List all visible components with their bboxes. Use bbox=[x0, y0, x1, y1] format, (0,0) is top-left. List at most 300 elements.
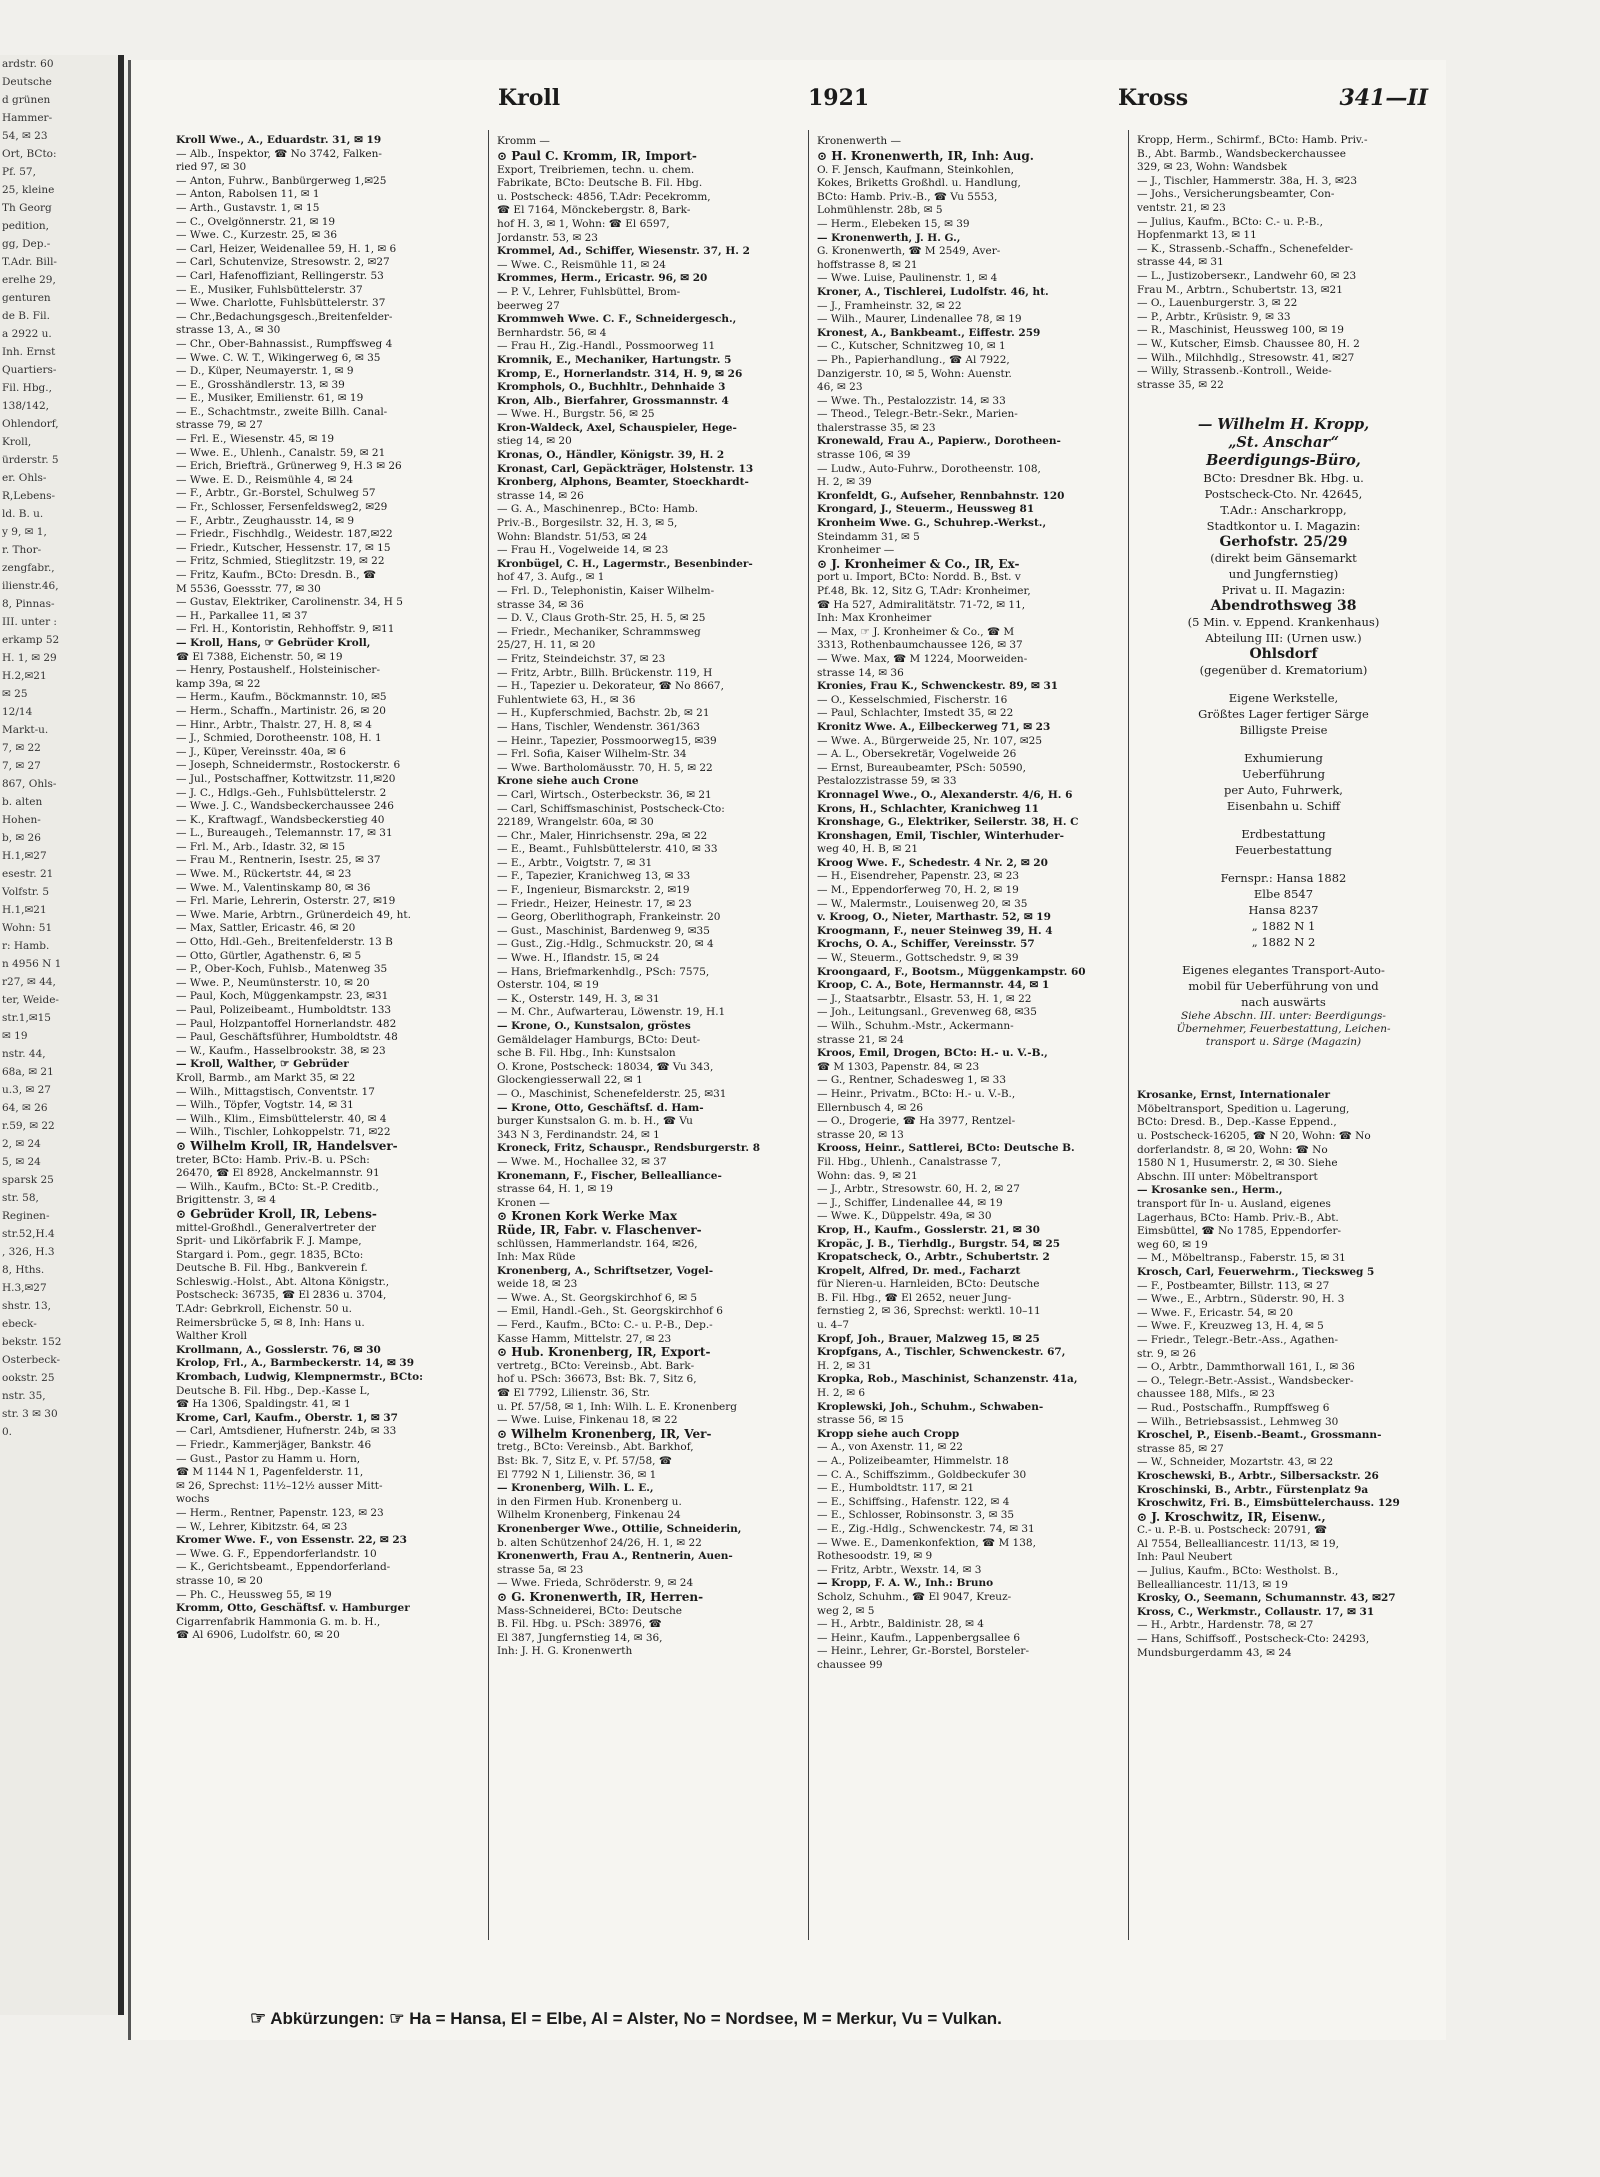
directory-entry: strasse 10, ✉ 20 bbox=[176, 1574, 263, 1587]
directory-entry: Fabrikate, BCto: Deutsche B. Fil. Hbg. bbox=[497, 177, 703, 190]
directory-entry: — Wilh., Kaufm., BCto: St.-P. Creditb., bbox=[176, 1180, 379, 1193]
directory-entry: — Carl, Hafenoffiziant, Rellingerstr. 53 bbox=[176, 269, 384, 282]
directory-entry: Kron, Alb., Bierfahrer, Grossmannstr. 4 bbox=[497, 394, 729, 407]
directory-entry: Inh: Paul Neubert bbox=[1137, 1551, 1233, 1564]
directory-entry: u. Pf. 57/58, ✉ 1, Inh: Wilh. L. E. Kronenberg bbox=[497, 1400, 738, 1413]
directory-entry: Krosch, Carl, Feuerwehrm., Tiecksweg 5 bbox=[1137, 1266, 1375, 1278]
ad-line: Billigste Preise bbox=[1239, 723, 1328, 738]
directory-entry: — Frau H., Zig.-Handl., Possmoorweg 11 bbox=[497, 340, 716, 353]
header-first-entry: Kroll bbox=[498, 85, 561, 111]
directory-entry: Kromphols, O., Buchhltr., Dehnhaide 3 bbox=[497, 381, 726, 394]
column-1 bbox=[168, 130, 488, 1940]
directory-entry: mittel-Großhdl., Generalvertreter der bbox=[176, 1221, 377, 1234]
gutter-line: Th Georg bbox=[2, 202, 52, 214]
gutter-line: 12/14 bbox=[2, 706, 33, 718]
directory-entry: — Frl. Sofia, Kaiser Wilhelm-Str. 34 bbox=[497, 748, 687, 761]
gutter-line: u.3, ✉ 27 bbox=[2, 1084, 51, 1096]
directory-entry: — O., Telegr.-Betr.-Assist., Wandsbecker- bbox=[1137, 1374, 1354, 1387]
directory-entry: Kroneck, Fritz, Schauspr., Rendsburgerstr. 8 bbox=[497, 1142, 761, 1155]
ad-address: Gerhofstr. 25/29 bbox=[1219, 534, 1348, 551]
gutter-line: H.1,✉21 bbox=[2, 904, 47, 916]
directory-entry: Al 7554, Bellealliancestr. 11/13, ✉ 19, bbox=[1137, 1537, 1339, 1550]
directory-entry: — Paul, Holzpantoffel Hornerlandstr. 482 bbox=[176, 1017, 397, 1030]
directory-entry: Kroog Wwe. F., Schedestr. 4 Nr. 2, ✉ 20 bbox=[817, 856, 1048, 869]
directory-entry: — E., Schachtmstr., zweite Billh. Canal- bbox=[176, 405, 388, 418]
gutter-line: R,Lebens- bbox=[2, 490, 56, 502]
directory-entry: ⊙ Wilhelm Kronenberg, IR, Ver- bbox=[497, 1427, 712, 1441]
directory-entry: 3313, Rothenbaumchaussee 126, ✉ 37 bbox=[817, 639, 1023, 652]
gutter-line: r.59, ✉ 22 bbox=[2, 1120, 55, 1132]
gutter-line: ✉ 25 bbox=[2, 688, 28, 700]
directory-entry: — Krone, Otto, Geschäftsf. d. Ham- bbox=[497, 1101, 704, 1114]
gutter-line: 8, Pinnas- bbox=[2, 598, 55, 610]
directory-entry: v. Kroog, O., Nieter, Marthastr. 52, ✉ 19 bbox=[817, 911, 1051, 924]
directory-entry: Wohn: Blandstr. 51/53, ✉ 24 bbox=[497, 530, 648, 543]
directory-entry: weg 60, ✉ 19 bbox=[1137, 1238, 1208, 1251]
directory-entry: Cigarrenfabrik Hammonia G. m. b. H., bbox=[176, 1615, 381, 1628]
directory-entry: — H., Parkallee 11, ✉ 37 bbox=[176, 609, 308, 622]
directory-entry: Fuhlentwiete 63, H., ✉ 36 bbox=[497, 693, 636, 706]
directory-entry: strasse 14, ✉ 36 bbox=[817, 666, 904, 679]
column-continuation-head: Kromm — bbox=[497, 135, 550, 147]
directory-entry: Brigittenstr. 3, ✉ 4 bbox=[176, 1194, 276, 1207]
directory-entry: Kronas, O., Händler, Königstr. 39, H. 2 bbox=[497, 449, 725, 462]
ad-line: Fernspr.: Hansa 1882 bbox=[1220, 871, 1347, 886]
directory-entry: — F., Arbtr., Gr.-Borstel, Schulweg 57 bbox=[176, 487, 376, 500]
gutter-line: 5, ✉ 24 bbox=[2, 1156, 41, 1168]
directory-entry: — Anton, Fuhrw., Banbürgerweg 1,✉25 bbox=[176, 174, 387, 187]
directory-entry: ⊙ Gebrüder Kroll, IR, Lebens- bbox=[176, 1207, 377, 1221]
directory-entry: strasse 35, ✉ 22 bbox=[1137, 378, 1224, 391]
directory-entry: ☎ M 1144 N 1, Pagenfelderstr. 11, bbox=[176, 1466, 364, 1479]
directory-entry: Kropka, Rob., Maschinist, Schanzenstr. 41a, bbox=[817, 1373, 1078, 1386]
directory-entry: — Heinr., Privatm., BCto: H.- u. V.-B., bbox=[817, 1087, 1016, 1100]
directory-entry: — K., Osterstr. 149, H. 3, ✉ 31 bbox=[497, 992, 660, 1005]
gutter-line: erkamp 52 bbox=[2, 634, 60, 646]
directory-entry: — L., Bureaugeh., Telemannstr. 17, ✉ 31 bbox=[176, 827, 393, 840]
directory-entry: — P. V., Lehrer, Fuhlsbüttel, Brom- bbox=[497, 285, 681, 298]
directory-entry: M 5536, Goessstr. 77, ✉ 30 bbox=[176, 582, 321, 595]
directory-entry: — P., Arbtr., Krüsistr. 9, ✉ 33 bbox=[1137, 310, 1291, 323]
directory-entry: ☎ El 7164, Mönckebergstr. 8, Bark- bbox=[497, 204, 691, 217]
directory-entry: H. 2, ✉ 6 bbox=[817, 1387, 866, 1400]
column-2 bbox=[488, 130, 808, 1940]
directory-entry: Kropatscheck, O., Arbtr., Schubertstr. 2 bbox=[817, 1251, 1050, 1264]
directory-entry: — Kroll, Hans, ☞ Gebrüder Kroll, bbox=[176, 636, 371, 649]
gutter-line: r27, ✉ 44, bbox=[2, 976, 56, 988]
directory-entry: u. Postscheck-16205, ☎ N 20, Wohn: ☎ No bbox=[1137, 1130, 1371, 1143]
directory-entry: ried 97, ✉ 30 bbox=[176, 161, 247, 174]
gutter-line: sparsk 25 bbox=[2, 1174, 54, 1186]
ad-line: Elbe 8547 bbox=[1253, 887, 1314, 902]
gutter-line: 2, ✉ 24 bbox=[2, 1138, 41, 1150]
directory-entry: — E., Schiffsing., Hafenstr. 122, ✉ 4 bbox=[817, 1495, 1010, 1508]
directory-entry: — Kronenberg, Wilh. L. E., bbox=[497, 1482, 654, 1495]
ad-line: (5 Min. v. Eppend. Krankenhaus) bbox=[1187, 615, 1380, 630]
directory-entry: Kropfgans, A., Tischler, Schwenckestr. 67, bbox=[817, 1346, 1066, 1359]
directory-entry: — P., Ober-Koch, Fuhlsb., Matenweg 35 bbox=[176, 963, 388, 976]
directory-entry: Kropp siehe auch Cropp bbox=[817, 1427, 960, 1440]
directory-entry: beerweg 27 bbox=[497, 299, 560, 312]
directory-entry: Kronest, A., Bankbeamt., Eiffestr. 259 bbox=[817, 326, 1041, 339]
directory-entry: — J., Schmied, Dorotheenstr. 108, H. 1 bbox=[176, 732, 382, 745]
directory-entry: ☎ Ha 527, Admiralitätstr. 71-72, ✉ 11, bbox=[817, 598, 1026, 611]
ad-title: — Wilhelm H. Kropp, bbox=[1197, 416, 1370, 434]
directory-entry: Wilhelm Kronenberg, Finkenau 24 bbox=[497, 1509, 681, 1522]
directory-entry: Kronewald, Frau A., Papierw., Dorotheen- bbox=[817, 435, 1061, 448]
directory-entry: BCto: Hamb. Priv.-B., ☎ Vu 5553, bbox=[817, 190, 998, 203]
directory-entry: Krome, Carl, Kaufm., Oberstr. 1, ✉ 37 bbox=[176, 1411, 398, 1424]
page-header bbox=[168, 85, 1438, 125]
directory-entry: Kronheimer — bbox=[817, 544, 895, 557]
directory-entry: Pf.48, Bk. 12, Sitz G, T.Adr: Kronheimer, bbox=[817, 585, 1031, 597]
ad-line: BCto: Dresdner Bk. Hbg. u. bbox=[1203, 471, 1364, 486]
directory-entry: — H., Eisendreher, Papenstr. 23, ✉ 23 bbox=[817, 870, 1020, 883]
ad-line: per Auto, Fuhrwerk, bbox=[1224, 783, 1343, 798]
directory-entry: O. Krone, Postscheck: 18034, ☎ Vu 343, bbox=[497, 1060, 714, 1073]
directory-entry: Kropp, Herm., Schirmf., BCto: Hamb. Priv.- bbox=[1137, 134, 1368, 146]
directory-entry: — Fr., Schlosser, Fersenfeldsweg2, ✉29 bbox=[176, 501, 388, 514]
directory-entry: — Carl, Schiffsmaschinist, Postscheck-Cto: bbox=[497, 802, 725, 815]
directory-entry: — Gust., Pastor zu Hamm u. Horn, bbox=[176, 1452, 361, 1465]
directory-entry: — Ph., Papierhandlung., ☎ Al 7922, bbox=[817, 353, 1010, 366]
directory-entry: — Wwe. F., Ericastr. 54, ✉ 20 bbox=[1137, 1306, 1294, 1319]
directory-entry: Kropelt, Alfred, Dr. med., Facharzt bbox=[817, 1264, 1021, 1277]
directory-entry: u. 4–7 bbox=[817, 1319, 850, 1332]
directory-entry: Krons, H., Schlachter, Kranichweg 11 bbox=[817, 802, 1039, 815]
directory-entry: — Wilh., Tischler, Lohkoppelstr. 71, ✉22 bbox=[176, 1126, 391, 1139]
directory-entry: — W., Schneider, Mozartstr. 43, ✉ 22 bbox=[1137, 1456, 1334, 1469]
directory-entry: Deutsche B. Fil. Hbg., Dep.-Kasse L, bbox=[176, 1384, 370, 1397]
directory-entry: dorferlandstr. 8, ✉ 20, Wohn: ☎ No bbox=[1137, 1143, 1328, 1156]
directory-entry: — Julius, Kaufm., BCto: Westholst. B., bbox=[1137, 1565, 1339, 1578]
gutter-line: Volfstr. 5 bbox=[2, 886, 50, 898]
directory-entry: — Wwe. Luise, Paulinenstr. 1, ✉ 4 bbox=[817, 272, 998, 285]
gutter-line: ürderstr. 5 bbox=[2, 454, 59, 466]
directory-entry: — Wwe. Luise, Finkenau 18, ✉ 22 bbox=[497, 1414, 678, 1427]
directory-entry: für Nieren-u. Harnleiden, BCto: Deutsche bbox=[817, 1278, 1040, 1291]
gutter-line: 54, ✉ 23 bbox=[2, 130, 48, 142]
directory-entry: strasse 85, ✉ 27 bbox=[1137, 1442, 1224, 1455]
directory-entry: treter, BCto: Hamb. Priv.-B. u. PSch: bbox=[176, 1153, 370, 1166]
directory-entry: — Willy, Strassenb.-Kontroll., Weide- bbox=[1137, 365, 1332, 378]
directory-entry: Danzigerstr. 10, ✉ 5, Wohn: Auenstr. bbox=[817, 367, 1012, 380]
directory-entry: — Wwe. C., Kurzestr. 25, ✉ 36 bbox=[176, 229, 338, 242]
directory-entry: strasse 56, ✉ 15 bbox=[817, 1414, 904, 1427]
directory-entry: — J., Framheinstr. 32, ✉ 22 bbox=[817, 299, 962, 312]
directory-entry: — Ludw., Auto-Fuhrw., Dorotheenstr. 108, bbox=[817, 462, 1041, 475]
gutter-line: Ort, BCto: bbox=[2, 148, 57, 160]
directory-entry: Export, Treibriemen, techn. u. chem. bbox=[497, 163, 695, 176]
directory-entry: — Hinr., Arbtr., Thalstr. 27, H. 8, ✉ 4 bbox=[176, 718, 372, 731]
directory-entry: Kronberg, Alphons, Beamter, Stoeckhardt- bbox=[497, 476, 749, 489]
directory-entry: Kromnik, E., Mechaniker, Hartungstr. 5 bbox=[497, 353, 732, 366]
directory-entry: Stargard i. Pom., gegr. 1835, BCto: bbox=[176, 1248, 364, 1261]
directory-entry: — Friedr., Kammerjäger, Bankstr. 46 bbox=[176, 1439, 372, 1451]
directory-entry: 22189, Wrangelstr. 60a, ✉ 30 bbox=[497, 816, 654, 829]
gutter-line: 138/142, bbox=[2, 400, 49, 412]
directory-entry: Krosanke, Ernst, Internationaler bbox=[1137, 1089, 1331, 1102]
gutter-line: de B. Fil. bbox=[2, 310, 51, 322]
directory-entry: — Hans, Briefmarkenhdlg., PSch: 7575, bbox=[497, 965, 710, 978]
directory-entry: — Erich, Briefträ., Grünerweg 9, H.3 ✉ 26 bbox=[176, 460, 402, 473]
directory-entry: BCto: Dresd. B., Dep.-Kasse Eppend., bbox=[1137, 1116, 1337, 1129]
directory-entry: Walther Kroll bbox=[176, 1330, 247, 1343]
directory-entry: — Fritz, Steindeichstr. 37, ✉ 23 bbox=[497, 652, 666, 665]
directory-entry: — Wwe. M., Rückertstr. 44, ✉ 23 bbox=[176, 868, 352, 881]
directory-entry: hof 47, 3. Aufg., ✉ 1 bbox=[497, 571, 605, 584]
directory-entry: — E., Musiker, Emilienstr. 61, ✉ 19 bbox=[176, 392, 364, 405]
directory-entry: — A., Polizeibeamter, Himmelstr. 18 bbox=[817, 1455, 1009, 1467]
directory-entry: ventstr. 21, ✉ 23 bbox=[1137, 201, 1226, 214]
directory-entry: — Joh., Leitungsanl., Grevenweg 68, ✉35 bbox=[817, 1006, 1037, 1019]
directory-entry: — Wilh., Betriebsassist., Lehmweg 30 bbox=[1137, 1415, 1339, 1428]
directory-entry: — Heinr., Lehrer, Gr.-Borstel, Borsteler- bbox=[817, 1645, 1029, 1658]
directory-entry: Inh: J. H. G. Kronenwerth bbox=[497, 1645, 633, 1658]
directory-entry: — O., Lauenburgerstr. 3, ✉ 22 bbox=[1137, 297, 1298, 310]
directory-entry: Kroll, Barmb., am Markt 35, ✉ 22 bbox=[176, 1071, 356, 1084]
directory-entry: — D. V., Claus Groth-Str. 25, H. 5, ✉ 25 bbox=[497, 612, 706, 625]
directory-entry: — Ph. C., Heussweg 55, ✉ 19 bbox=[176, 1588, 332, 1601]
gutter-line: zengfabr., bbox=[2, 562, 55, 574]
funeral-advertisement bbox=[1137, 416, 1430, 1049]
directory-entry: — Gustav, Elektriker, Carolinenstr. 34, H 5 bbox=[176, 596, 403, 609]
directory-entry: Kromer Wwe. F., von Essenstr. 22, ✉ 23 bbox=[176, 1534, 407, 1547]
gutter-line: , 326, H.3 bbox=[2, 1246, 55, 1258]
directory-entry: Kroongaard, F., Bootsm., Müggenkampstr. 60 bbox=[817, 965, 1086, 978]
directory-entry: — Hans, Tischler, Wendenstr. 361/363 bbox=[497, 720, 700, 733]
directory-entry: — Friedr., Kutscher, Hessenstr. 17, ✉ 15 bbox=[176, 541, 391, 554]
gutter-line: Osterbeck- bbox=[2, 1354, 60, 1366]
ad-line: nach auswärts bbox=[1241, 995, 1326, 1010]
directory-entry: Krone siehe auch Crone bbox=[497, 775, 639, 788]
directory-entry: — Theod., Telegr.-Betr.-Sekr., Marien- bbox=[817, 408, 1018, 421]
directory-entry: Kronies, Frau K., Schwenckestr. 89, ✉ 31 bbox=[817, 680, 1059, 693]
directory-entry: — Herm., Kaufm., Böckmannstr. 10, ✉5 bbox=[176, 691, 387, 704]
gutter-line: Fil. Hbg., bbox=[2, 382, 52, 394]
directory-entry: Schleswig.-Holst., Abt. Altona Königstr., bbox=[176, 1275, 390, 1288]
gutter-line: 0. bbox=[2, 1426, 13, 1438]
directory-entry: — Wwe. Frieda, Schröderstr. 9, ✉ 24 bbox=[497, 1577, 694, 1590]
gutter-line: str.1,✉15 bbox=[2, 1012, 51, 1024]
directory-entry: B., Abt. Barmb., Wandsbeckerchaussee bbox=[1137, 147, 1346, 160]
directory-entry: chaussee 188, Mlfs., ✉ 23 bbox=[1137, 1388, 1275, 1401]
directory-entry: El 7792 N 1, Lilienstr. 36, ✉ 1 bbox=[497, 1468, 657, 1481]
directory-entry: schlüssen, Hammerlandstr. 164, ✉26, bbox=[497, 1237, 698, 1250]
directory-entry: fernstieg 2, ✉ 36, Sprechst: werktl. 10–11 bbox=[817, 1305, 1041, 1318]
directory-entry: str. 9, ✉ 26 bbox=[1137, 1347, 1197, 1360]
page-number: 341—II bbox=[1339, 85, 1428, 111]
gutter-line: Kroll, bbox=[2, 436, 32, 448]
directory-entry: Inh: Max Rüde bbox=[497, 1251, 576, 1264]
directory-entry: — Ernst, Bureaubeamter, PSch: 50590, bbox=[817, 761, 1026, 774]
directory-entry: Krombach, Ludwig, Klempnermstr., BCto: bbox=[176, 1371, 423, 1384]
directory-entry: 1580 N 1, Husumerstr. 2, ✉ 30. Siehe bbox=[1137, 1157, 1338, 1170]
column-4 bbox=[1128, 130, 1438, 1940]
directory-entry: — Wwe. M., Valentinskamp 80, ✉ 36 bbox=[176, 881, 371, 894]
gutter-line: b, ✉ 26 bbox=[2, 832, 41, 844]
directory-entry: — Wilh., Mittagstisch, Conventstr. 17 bbox=[176, 1085, 375, 1098]
header-year: 1921 bbox=[808, 85, 870, 111]
directory-entry: — Arth., Gustavstr. 1, ✉ 15 bbox=[176, 201, 320, 214]
gutter-line: H.3,✉27 bbox=[2, 1282, 47, 1294]
directory-entry: — Wwe. K., Düppelstr. 49a, ✉ 30 bbox=[817, 1210, 992, 1223]
directory-entry: — Wwe. E. D., Reismühle 4, ✉ 24 bbox=[176, 473, 354, 486]
directory-entry: — J., Schiffer, Lindenallee 44, ✉ 19 bbox=[817, 1196, 1003, 1209]
directory-entry: Kronemann, F., Fischer, Bellealliance- bbox=[497, 1169, 722, 1182]
directory-entry: Kromp, E., Hornerlandstr. 314, H. 9, ✉ 26 bbox=[497, 367, 743, 380]
directory-entry: — Frau H., Vogelweide 14, ✉ 23 bbox=[497, 544, 669, 557]
directory-entry: — Julius, Kaufm., BCto: C.- u. P.-B., bbox=[1137, 215, 1323, 228]
directory-entry: — Frl. H., Kontoristin, Rehhoffstr. 9, ✉11 bbox=[176, 623, 395, 636]
directory-entry: Kroos, Emil, Drogen, BCto: H.- u. V.-B., bbox=[817, 1047, 1048, 1060]
directory-entry: Kronfeldt, G., Aufseher, Rennbahnstr. 120 bbox=[817, 489, 1065, 502]
gutter-line: r. Thor- bbox=[2, 544, 42, 556]
directory-entry: — Wwe. M., Hochallee 32, ✉ 37 bbox=[497, 1155, 667, 1168]
directory-entry: Krochs, O. A., Schiffer, Vereinsstr. 57 bbox=[817, 938, 1035, 951]
directory-entry: — Frl. E., Wiesenstr. 45, ✉ 19 bbox=[176, 433, 335, 446]
directory-entry: Kroschinski, B., Arbtr., Fürstenplatz 9a bbox=[1137, 1483, 1369, 1496]
directory-entry: G. Kronenwerth, ☎ M 2549, Aver- bbox=[817, 245, 1001, 258]
directory-entry: strasse 79, ✉ 27 bbox=[176, 419, 263, 432]
directory-entry: — Fritz, Arbtr., Wexstr. 14, ✉ 3 bbox=[817, 1563, 982, 1576]
directory-entry: hof u. PSch: 36673, Bst: Bk. 7, Sitz 6, bbox=[497, 1373, 697, 1386]
directory-entry: — Krosanke sen., Herm., bbox=[1137, 1184, 1283, 1197]
directory-entry: Reimersbrücke 5, ✉ 8, Inh: Hans u. bbox=[176, 1316, 365, 1329]
directory-entry: transport für In- u. Ausland, eigenes bbox=[1137, 1198, 1331, 1211]
directory-entry: Kronshagen, Emil, Tischler, Winterhuder- bbox=[817, 829, 1064, 842]
directory-entry: hoffstrasse 8, ✉ 21 bbox=[817, 258, 918, 271]
directory-entry: — Carl, Wirtsch., Osterbeckstr. 36, ✉ 21 bbox=[497, 788, 712, 801]
directory-entry: — Wilh., Töpfer, Vogtstr. 14, ✉ 31 bbox=[176, 1099, 354, 1112]
directory-entry: 25/27, H. 11, ✉ 20 bbox=[497, 639, 596, 652]
directory-entry: — C., Kutscher, Schnitzweg 10, ✉ 1 bbox=[817, 340, 1006, 353]
gutter-line: H.1,✉27 bbox=[2, 850, 47, 862]
directory-entry: — Anton, Rabolsen 11, ✉ 1 bbox=[176, 188, 320, 201]
directory-entry: — E., Humboldtstr. 117, ✉ 21 bbox=[817, 1482, 975, 1495]
directory-entry: — J., Tischler, Hammerstr. 38a, H. 3, ✉23 bbox=[1137, 174, 1358, 187]
directory-entry: Möbeltransport, Spedition u. Lagerung, bbox=[1137, 1102, 1350, 1115]
gutter-line: ✉ 19 bbox=[2, 1030, 28, 1042]
directory-entry: burger Kunstsalon G. m. b. H., ☎ Vu bbox=[497, 1115, 693, 1128]
directory-entry: — Emil, Handl.-Geh., St. Georgskirchhof 6 bbox=[497, 1305, 723, 1318]
directory-entry: — A. L., Obersekretär, Vogelweide 26 bbox=[817, 748, 1017, 761]
directory-entry: in den Firmen Hub. Kronenberg u. bbox=[497, 1495, 682, 1508]
directory-entry: — Wilh., Milchhdlg., Stresowstr. 41, ✉27 bbox=[1137, 351, 1355, 364]
directory-entry: Kronitz Wwe. A., Eilbeckerweg 71, ✉ 23 bbox=[817, 720, 1051, 733]
directory-entry: Rüde, IR, Fabr. v. Flaschenver- bbox=[497, 1223, 702, 1237]
directory-entry: Glockengiesserwall 22, ✉ 1 bbox=[497, 1074, 643, 1087]
gutter-line: bekstr. 152 bbox=[2, 1336, 62, 1348]
gutter-line: str. 58, bbox=[2, 1192, 39, 1204]
directory-entry: H. 2, ✉ 31 bbox=[817, 1359, 872, 1372]
gutter-line: ld. B. u. bbox=[2, 508, 44, 520]
directory-entry: — Gust., Zig.-Hdlg., Schmuckstr. 20, ✉ 4 bbox=[497, 938, 714, 951]
directory-entry: Wohn: das. 9, ✉ 21 bbox=[817, 1169, 918, 1182]
directory-entry: — Paul, Schlachter, Imstedt 35, ✉ 22 bbox=[817, 707, 1014, 720]
directory-entry: — J. C., Hdlgs.-Geh., Fuhlsbüttelerstr. 2 bbox=[176, 786, 387, 799]
directory-entry: — E., Beamt., Fuhlsbüttelerstr. 410, ✉ 33 bbox=[497, 843, 718, 856]
directory-entry: — H., Arbtr., Hardenstr. 78, ✉ 27 bbox=[1137, 1619, 1314, 1632]
directory-entry: — M., Möbeltransp., Faberstr. 15, ✉ 31 bbox=[1137, 1252, 1346, 1265]
directory-entry: — Frl. M., Arb., Idastr. 32, ✉ 15 bbox=[176, 840, 346, 853]
ad-address: Abendrothsweg 38 bbox=[1210, 598, 1357, 615]
directory-entry: — C., Ovelgönnerstr. 21, ✉ 19 bbox=[176, 215, 336, 228]
gutter-line: d grünen bbox=[2, 94, 51, 106]
directory-entry: — Fritz, Schmied, Stieglitzstr. 19, ✉ 22 bbox=[176, 555, 385, 568]
directory-entry: Sprit- und Likörfabrik F. J. Mampe, bbox=[176, 1235, 362, 1248]
directory-entry: wochs bbox=[176, 1493, 210, 1506]
directory-entry: 26470, ☎ El 8928, Anckelmannstr. 91 bbox=[176, 1167, 380, 1180]
directory-entry: — F., Tapezier, Kranichweg 13, ✉ 33 bbox=[497, 870, 691, 883]
directory-entry: B. Fil. Hbg. u. PSch: 38976, ☎ bbox=[497, 1618, 662, 1631]
gutter-line: 25, kleine bbox=[2, 184, 55, 196]
directory-entry: Kropäc, J. B., Tierhdlg., Burgstr. 54, ✉ 25 bbox=[817, 1237, 1061, 1250]
ad-line: Erdbestattung bbox=[1241, 827, 1326, 842]
directory-entry: — G., Rentner, Schadesweg 1, ✉ 33 bbox=[817, 1074, 1007, 1087]
abbreviations-footer bbox=[250, 2008, 1002, 2029]
ad-line: Hansa 8237 bbox=[1248, 903, 1319, 918]
ad-line: Eigene Werkstelle, bbox=[1228, 691, 1339, 706]
gutter-line: 8, Hths. bbox=[2, 1264, 45, 1276]
gutter-line: gg, Dep.- bbox=[2, 238, 51, 250]
ad-line: „ 1882 N 2 bbox=[1251, 935, 1316, 950]
directory-entry: — Wwe. F., Kreuzweg 13, H. 4, ✉ 5 bbox=[1137, 1320, 1324, 1333]
directory-entry: Priv.-B., Borgesilstr. 32, H. 3, ✉ 5, bbox=[497, 517, 678, 530]
directory-entry: — Kroll, Walther, ☞ Gebrüder bbox=[176, 1058, 349, 1071]
directory-entry: Lohmühlenstr. 28b, ✉ 5 bbox=[817, 204, 943, 217]
directory-entry: — E., Arbtr., Voigtstr. 7, ✉ 31 bbox=[497, 856, 653, 869]
ad-note: transport u. Särge (Magazin) bbox=[1205, 1036, 1362, 1049]
directory-entry: C.- u. P.-B. u. Postscheck: 20791, ☎ bbox=[1137, 1524, 1328, 1537]
directory-entry: Krommel, Ad., Schiffer, Wiesenstr. 37, H. 2 bbox=[497, 245, 750, 258]
directory-entry: — J., Staatsarbtr., Elsastr. 53, H. 1, ✉ 22 bbox=[817, 992, 1032, 1005]
directory-entry: tretg., BCto: Vereinsb., Abt. Barkhof, bbox=[497, 1441, 694, 1454]
gutter-line: esestr. 21 bbox=[2, 868, 54, 880]
directory-entry: — Wwe. P., Neumünsterstr. 10, ✉ 20 bbox=[176, 976, 370, 989]
directory-entry: — F., Postbeamter, Billstr. 113, ✉ 27 bbox=[1137, 1279, 1330, 1292]
directory-entry: — W., Lehrer, Kibitzstr. 64, ✉ 23 bbox=[176, 1520, 348, 1533]
gutter-line: 7, ✉ 22 bbox=[2, 742, 41, 754]
directory-entry: Rothesoodstr. 19, ✉ 9 bbox=[817, 1550, 933, 1563]
directory-entry: sche B. Fil. Hbg., Inh: Kunstsalon bbox=[497, 1047, 676, 1060]
directory-entry: — Carl, Schutenvize, Stresowstr. 2, ✉27 bbox=[176, 256, 390, 269]
directory-entry: — Johs., Versicherungsbeamter, Con- bbox=[1137, 188, 1335, 201]
ad-line: Größtes Lager fertiger Särge bbox=[1198, 707, 1369, 722]
directory-entry: — Wwe. Max, ☎ M 1224, Moorweiden- bbox=[817, 652, 1028, 665]
gutter-line: Quartiers- bbox=[2, 364, 57, 376]
directory-entry: — Wwe. J. C., Wandsbeckerchaussee 246 bbox=[176, 800, 394, 813]
directory-entry: — Herm., Rentner, Papenstr. 123, ✉ 23 bbox=[176, 1506, 384, 1519]
directory-entry: stieg 14, ✉ 20 bbox=[497, 435, 572, 448]
directory-entry: — Hans, Schiffsoff., Postscheck-Cto: 24293, bbox=[1137, 1633, 1370, 1646]
directory-entry: Kroll Wwe., A., Eduardstr. 31, ✉ 19 bbox=[176, 134, 382, 146]
directory-entry: — Max, ☞ J. Kronheimer & Co., ☎ M bbox=[817, 625, 1015, 638]
directory-entry: — Wwe. C., Reismühle 11, ✉ 24 bbox=[497, 258, 666, 271]
directory-entry: chaussee 99 bbox=[817, 1658, 883, 1671]
directory-entry: — Wwe. Th., Pestalozzistr. 14, ✉ 33 bbox=[817, 394, 1006, 407]
gutter-line: III. unter : bbox=[2, 616, 57, 628]
gutter-line: pedition, bbox=[2, 220, 50, 232]
directory-entry: — Wwe. H., Burgstr. 56, ✉ 25 bbox=[497, 408, 655, 421]
directory-entry: Osterstr. 104, ✉ 19 bbox=[497, 979, 599, 992]
ad-note: Siehe Abschn. III. unter: Beerdigungs- bbox=[1181, 1010, 1386, 1023]
directory-entry: — Carl, Heizer, Weidenallee 59, H. 1, ✉ 6 bbox=[176, 242, 397, 255]
gutter-line: 68a, ✉ 21 bbox=[2, 1066, 54, 1078]
directory-entry: — E., Musiker, Fuhlsbüttelerstr. 37 bbox=[176, 283, 363, 296]
directory-entry: B. Fil. Hbg., ☎ El 2652, neuer Jung- bbox=[817, 1291, 1012, 1304]
directory-entry: — C. A., Schiffszimm., Goldbeckufer 30 bbox=[817, 1468, 1027, 1481]
